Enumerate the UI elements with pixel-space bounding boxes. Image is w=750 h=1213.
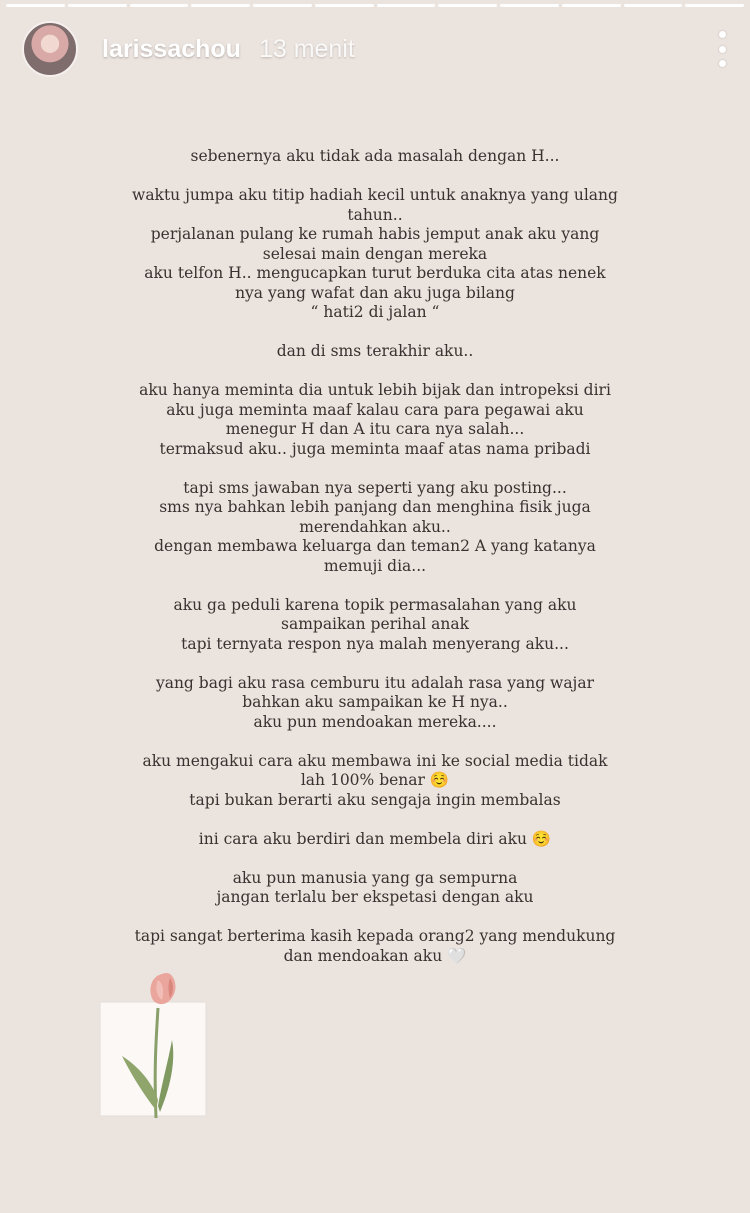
username[interactable]: larissachou <box>102 34 241 63</box>
story-header <box>22 20 730 78</box>
progress-segment <box>130 4 189 7</box>
story-paragraph: aku mengakui cara aku membawa ini ke social media tidak lah 100% benar ☺️ tapi bukan berarti aku sengaja ingin membalas <box>142 751 608 809</box>
progress-segment <box>191 4 250 7</box>
progress-segment <box>562 4 621 7</box>
progress-segment <box>500 4 559 7</box>
story-paragraph: dan di sms terakhir aku.. <box>276 342 474 360</box>
post-time: 13 menit <box>258 34 355 63</box>
progress-segment <box>68 4 127 7</box>
story-paragraph: aku pun manusia yang ga sempurna jangan terlalu ber ekspetasi dengan aku <box>216 868 534 906</box>
progress-segment <box>377 4 436 7</box>
story-progress-bar <box>6 4 744 7</box>
progress-segment <box>624 4 683 7</box>
dot <box>719 60 726 67</box>
story-paragraph: ini cara aku berdiri dan membela diri aku ☺️ <box>198 829 552 848</box>
progress-segment <box>438 4 497 7</box>
progress-segment <box>6 4 65 7</box>
story-text <box>130 147 620 986</box>
more-options-icon[interactable] <box>714 31 730 67</box>
progress-segment <box>253 4 312 7</box>
avatar[interactable] <box>22 21 78 77</box>
tulip-sticker[interactable] <box>98 970 212 1122</box>
story-paragraph: yang bagi aku rasa cemburu itu adalah rasa yang wajar bahkan aku sampaikan ke H nya.. aku pun mendoakan mereka.... <box>155 673 595 731</box>
progress-segment <box>315 4 374 7</box>
dot <box>719 31 726 38</box>
tulip-icon <box>98 970 212 1122</box>
story-paragraph: waktu jumpa aku titip hadiah kecil untuk anaknya yang ulang tahun.. perjalanan pulang ke rumah habis jemput anak aku yang selesai main dengan mereka aku telfon H.. mengucapkan turut berduka cita atas nenek nya yang wafat dan aku juga bilang “ hati2 di jalan “ <box>132 186 618 321</box>
story-paragraph: tapi sms jawaban nya seperti yang aku posting... sms nya bahkan lebih panjang dan menghina fisik juga merendahkan aku.. dengan membawa keluarga dan teman2 A yang katanya memuji dia... <box>154 478 596 575</box>
story-paragraph: tapi sangat berterima kasih kepada orang2 yang mendukung dan mendoakan aku 🤍 <box>134 927 616 965</box>
story-paragraph: sebenernya aku tidak ada masalah dengan H... <box>190 147 560 165</box>
dot <box>719 46 726 53</box>
progress-segment <box>685 4 744 7</box>
story-paragraph: aku hanya meminta dia untuk lebih bijak dan intropeksi diri aku juga meminta maaf kalau cara para pegawai aku menegur H dan A itu cara nya salah... termaksud aku.. juga meminta maaf atas nama pribadi <box>139 381 611 458</box>
story-paragraph: aku ga peduli karena topik permasalahan yang aku sampaikan perihal anak tapi ternyata respon nya malah menyerang aku... <box>173 595 577 653</box>
